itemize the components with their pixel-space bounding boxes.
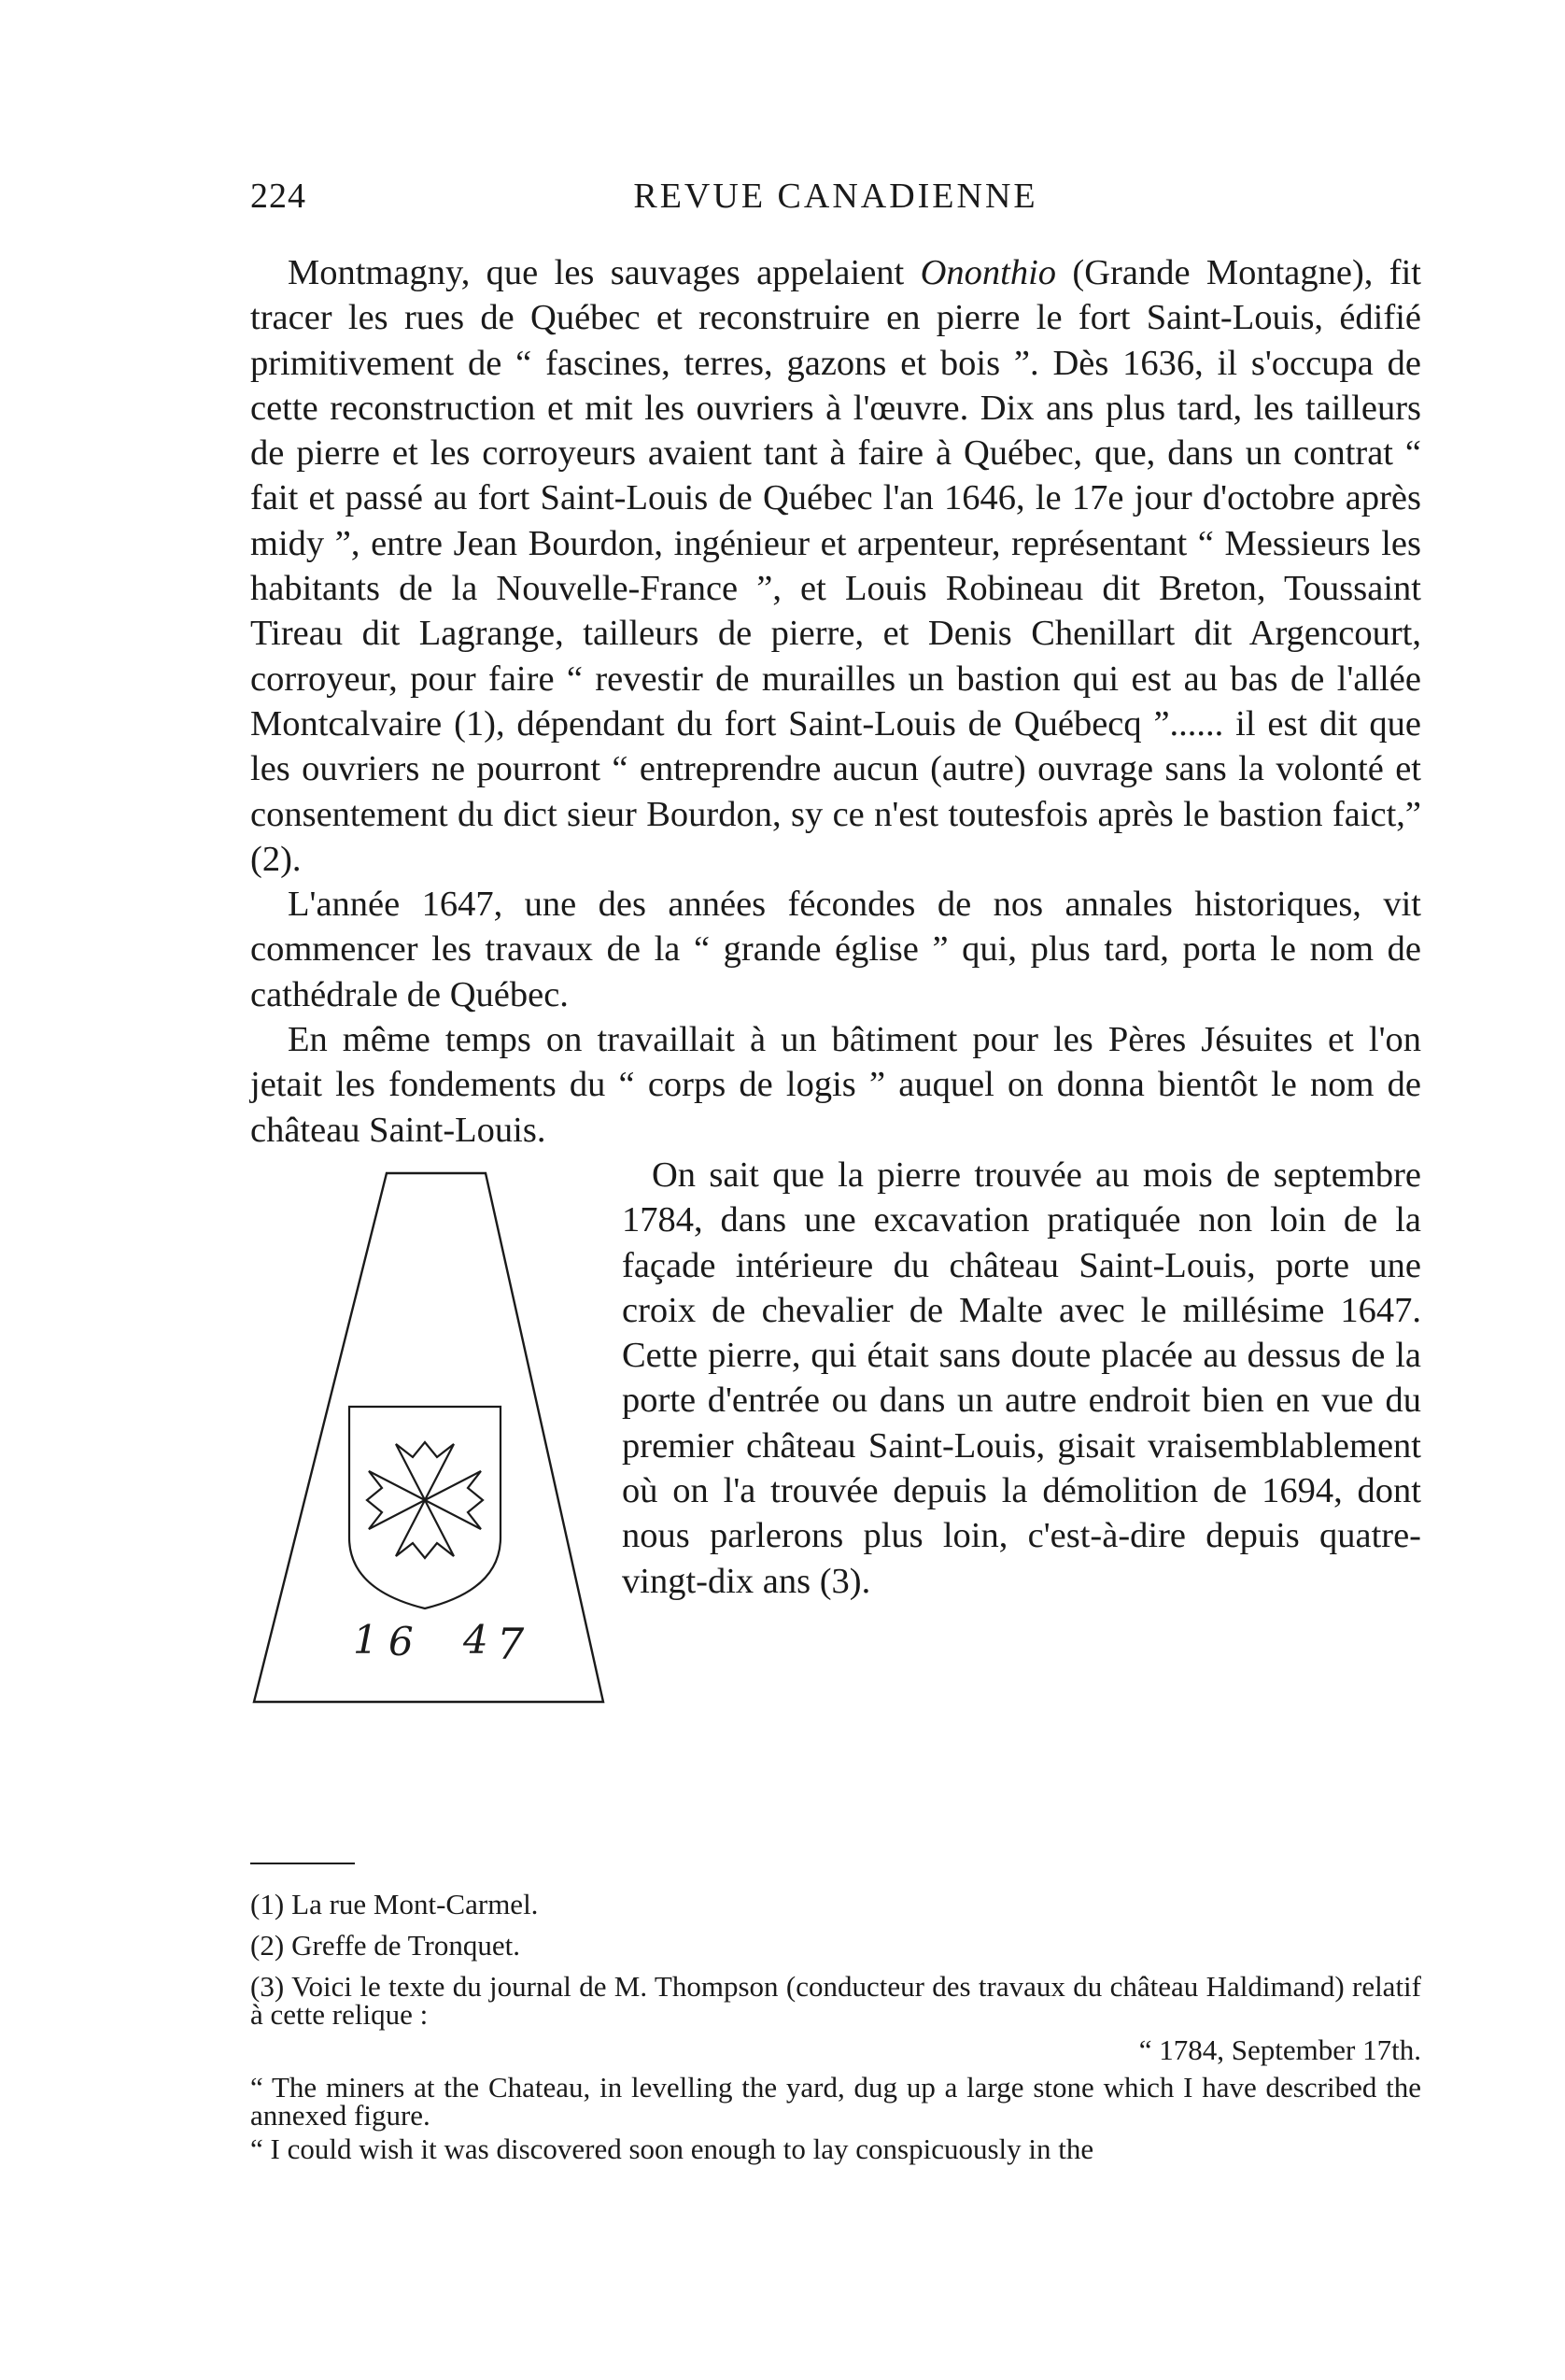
paragraph-2: L'année 1647, une des années fécondes de nos annales historiques, vit commencer les travaux de la “ grande église ” qui, plus tard, porta le nom de cathédrale de Québec. <box>250 885 1421 1014</box>
body-text <box>250 250 1421 1704</box>
stone-figure <box>250 1164 605 1704</box>
ononthio-term: Ononthio <box>920 253 1057 292</box>
footnote-1 <box>250 1888 1421 1920</box>
footnote-1-text: La rue Mont-Carmel. <box>291 1888 539 1920</box>
year-digit-4: 4 <box>463 1616 488 1663</box>
footnote-2-text: Greffe de Tronquet. <box>291 1929 520 1962</box>
footnote-rule <box>250 1863 355 1864</box>
maltese-cross-icon <box>367 1442 483 1558</box>
year-digit-6: 6 <box>388 1618 414 1665</box>
page-number: 224 <box>250 177 306 216</box>
year-digit-7: 7 <box>497 1618 525 1669</box>
running-head <box>250 176 1421 222</box>
paragraph-1-rest: (Grande Montagne), fit tracer les rues de Québec et reconstruire en pierre le fort Saint-Louis, édifié primitivement de “ fascines, terres, gazons et bois ”. Dès 1636, il s'occupa de cette reconstruction et mit les ouvriers à l'œuvre. Dix ans plus tard, les tailleurs de pierre et les corroyeurs avaient tant à faire à Québec, que, dans un contrat “ fait et passé au fort Saint-Louis de Québec l'an 1646, le 17e jour d'octobre après midy ”, entre Jean Bourdon, ingénieur et arpenteur, représentant “ Messieurs les habitants de la Nouvelle-France ”, et Louis Robineau dit Breton, Toussaint Tireau dit Lagrange, tailleurs de pierre, et Denis Chenillart dit Argencourt, corroyeur, pour faire “ revestir de murailles un bastion qui est au bas de l'allée Montcalvaire (1), dépendant du fort Saint-Louis de Québecq ”...... il est dit que les ouvriers ne pourront “ entreprendre aucun (autre) ouvrage sans la volonté et consentement du dict sieur Bourdon, sy ce n'est toutesfois après le bastion faict,” (2). <box>250 253 1421 879</box>
footnote-3-text: Voici le texte du journal de M. Thompson (conducteur des travaux du château Haldimand) relatif à cette relique : <box>250 1970 1421 2031</box>
footnote-3 <box>250 1970 1421 2031</box>
footnotes <box>250 1888 1421 2169</box>
shield-outline <box>349 1407 501 1608</box>
journal-quote-2: “ I could wish it was discovered soon enough to lay conspicuously in the <box>250 2132 1094 2165</box>
paragraph-1-start: Montmagny, que les sauvages appelaient <box>288 253 921 292</box>
footnote-2-number: (2) <box>250 1929 285 1962</box>
paragraph-1 <box>250 250 1421 882</box>
footnote-1-number: (1) <box>250 1888 285 1920</box>
paragraph-3: En même temps on travaillait à un bâtiment pour les Pères Jésuites et l'on jetait les fondements du “ corps de logis ” auquel on donna bientôt le nom de château Saint-Louis. <box>250 1020 1421 1150</box>
stone-outline <box>254 1173 603 1702</box>
year-digit-1: 1 <box>353 1616 378 1663</box>
footnote-2 <box>250 1929 1421 1962</box>
journal-date: “ 1784, September 17th. <box>1138 2033 1421 2066</box>
figure-wrap <box>250 1153 1421 1704</box>
header-title: REVUE CANADIENNE <box>633 177 1038 216</box>
paragraph-4: On sait que la pierre trouvée au mois de septembre 1784, dans une excavation pratiquée non loin de la façade intérieure du château Saint-Louis, porte une croix de chevalier de Malte avec le millésime 1647. Cette pierre, qui était sans doute placée au dessus de la porte d'entrée ou dans un autre endroit bien en vue du premier château Saint-Louis, gisait vraisemblablement où on l'a trouvée depuis la démolition de 1694, dont nous parlerons plus loin, c'est-à-dire depuis quatre-vingt-dix ans (3). <box>622 1155 1421 1601</box>
journal-quote-1: “ The miners at the Chateau, in levelling the yard, dug up a large stone which I have described the annexed figure. <box>250 2071 1421 2132</box>
footnote-3-number: (3) <box>250 1970 285 2003</box>
stone-drawing <box>250 1164 605 1704</box>
